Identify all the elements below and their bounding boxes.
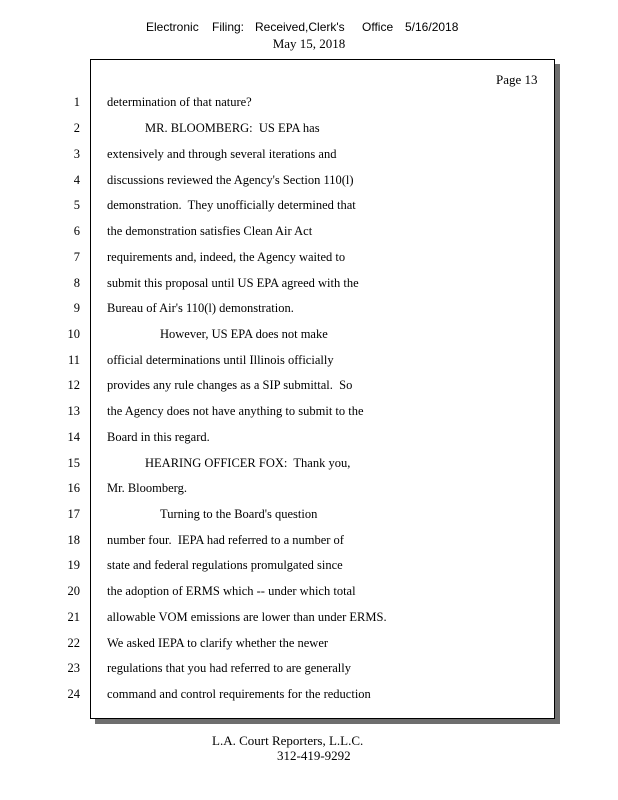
line-number: 16	[67, 481, 80, 495]
line-number: 7	[73, 250, 80, 264]
line-number: 3	[73, 147, 80, 161]
line-text: requirements and, indeed, the Agency waited to	[107, 250, 346, 264]
line-text: HEARING OFFICER FOX: Thank you,	[145, 456, 351, 470]
line-text: MR. BLOOMBERG: US EPA has	[145, 121, 320, 135]
line-text: Board in this regard.	[107, 430, 210, 444]
line-text: Bureau of Air's 110(l) demonstration.	[107, 301, 294, 315]
line-number: 24	[67, 687, 80, 701]
stamp-filing: Filing:	[212, 20, 245, 34]
line-number: 23	[67, 661, 80, 675]
line-text: provides any rule changes as a SIP submittal. So	[107, 378, 353, 392]
line-number: 13	[67, 404, 80, 418]
line-text: We asked IEPA to clarify whether the newer	[107, 636, 329, 650]
stamp-date: 5/16/2018	[405, 20, 459, 34]
line-text: official determinations until Illinois officially	[107, 353, 334, 367]
line-text: allowable VOM emissions are lower than under ERMS.	[107, 610, 387, 624]
line-number: 4	[73, 173, 80, 187]
line-text: Mr. Bloomberg.	[107, 481, 187, 495]
line-text: the demonstration satisfies Clean Air Act	[107, 224, 313, 238]
line-number: 17	[67, 507, 80, 521]
line-number: 19	[67, 558, 80, 572]
header-date: May 15, 2018	[272, 36, 346, 51]
page-number: Page 13	[496, 72, 538, 87]
line-text: the adoption of ERMS which -- under which total	[107, 584, 356, 598]
line-number: 1	[73, 95, 80, 109]
line-number: 14	[67, 430, 80, 444]
stamp-electronic: Electronic	[146, 20, 199, 34]
line-number: 22	[67, 636, 80, 650]
line-text: state and federal regulations promulgated since	[107, 558, 343, 572]
line-text: number four. IEPA had referred to a number of	[107, 533, 344, 547]
line-number: 8	[73, 276, 80, 290]
line-number: 18	[67, 533, 80, 547]
line-text: command and control requirements for the reduction	[107, 687, 371, 701]
line-number: 20	[67, 584, 80, 598]
line-text: the Agency does not have anything to submit to the	[107, 404, 364, 418]
line-text: regulations that you had referred to are generally	[107, 661, 351, 675]
line-text: submit this proposal until US EPA agreed with the	[107, 276, 359, 290]
line-text: However, US EPA does not make	[160, 327, 328, 341]
line-number: 6	[73, 224, 80, 238]
line-text: extensively and through several iterations and	[107, 147, 337, 161]
stamp-received: Received,Clerk's	[255, 20, 345, 34]
line-text: demonstration. They unofficially determined that	[107, 198, 356, 212]
line-number: 10	[67, 327, 80, 341]
footer-phone: 312-419-9292	[277, 748, 351, 763]
line-number: 2	[73, 121, 80, 135]
line-number: 5	[73, 198, 80, 212]
line-number: 15	[67, 456, 80, 470]
line-text: determination of that nature?	[107, 95, 252, 109]
line-text: Turning to the Board's question	[160, 507, 318, 521]
line-number: 21	[67, 610, 80, 624]
line-text: discussions reviewed the Agency's Section 110(l)	[107, 173, 354, 187]
stamp-office: Office	[362, 20, 394, 34]
line-number: 12	[67, 378, 80, 392]
line-number: 9	[73, 301, 80, 315]
footer-company: L.A. Court Reporters, L.L.C.	[212, 733, 364, 748]
line-number: 11	[67, 353, 80, 367]
